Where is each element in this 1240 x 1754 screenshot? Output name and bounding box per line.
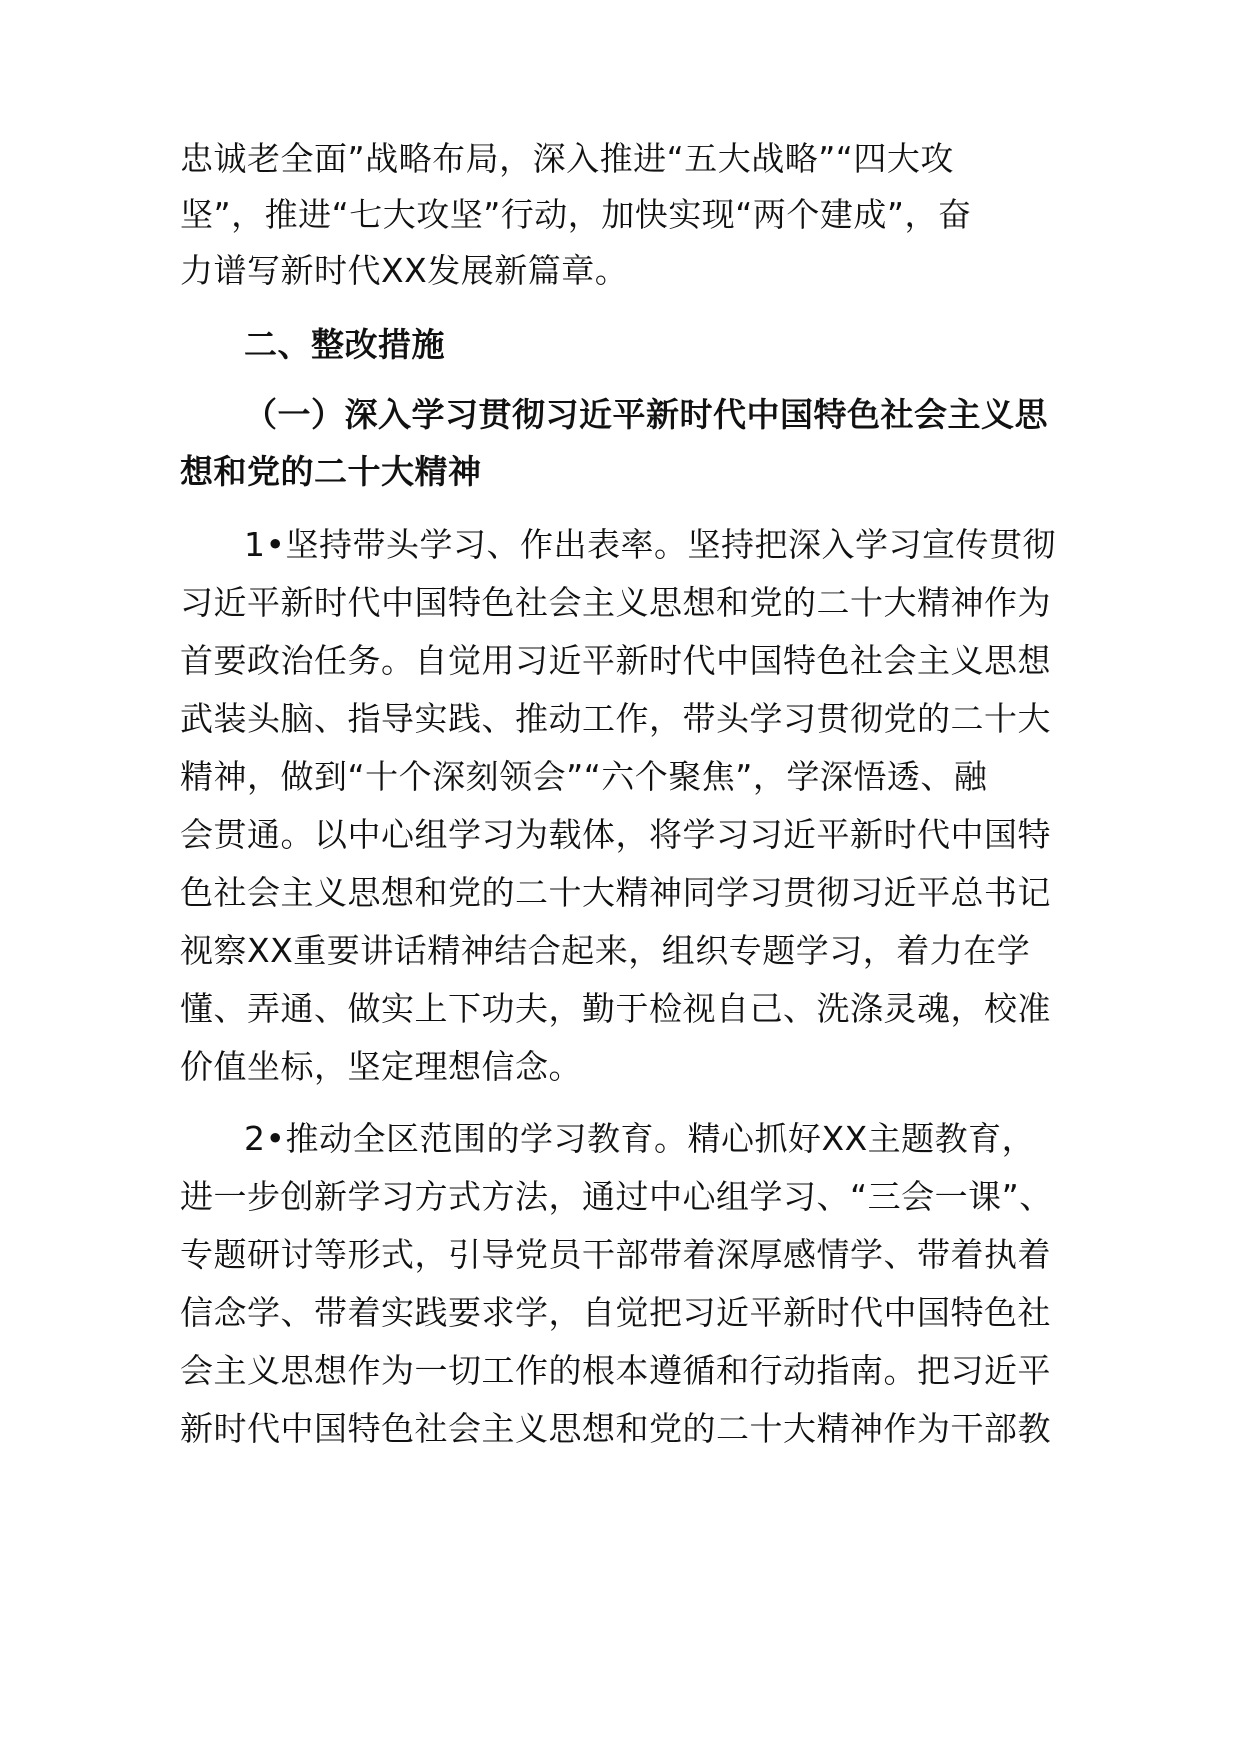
paragraph-line: 1•坚持带头学习、作出表率。坚持把深入学习宣传贯彻 bbox=[244, 525, 1056, 564]
paragraph-line: 2•推动全区范围的学习教育。精心抓好XX主题教育， bbox=[244, 1119, 1036, 1158]
paragraph-line: 精神，做到“十个深刻领会”“六个聚焦”，学深悟透、融 bbox=[180, 757, 988, 796]
section-heading: 二、整改措施 bbox=[244, 325, 445, 364]
paragraph-line: 信念学、带着实践要求学，自觉把习近平新时代中国特色社 bbox=[180, 1293, 1051, 1332]
paragraph-line: 色社会主义思想和党的二十大精神同学习贯彻习近平总书记 bbox=[180, 873, 1051, 912]
paragraph-line: 武装头脑、指导实践、推动工作，带头学习贯彻党的二十大 bbox=[180, 699, 1051, 738]
paragraph-line: 价值坐标，坚定理想信念。 bbox=[180, 1047, 582, 1086]
paragraph-line: 会主义思想作为一切工作的根本遵循和行动指南。把习近平 bbox=[180, 1351, 1051, 1390]
paragraph-line: 新时代中国特色社会主义思想和党的二十大精神作为干部教 bbox=[180, 1409, 1051, 1448]
paragraph-line: 会贯通。以中心组学习为载体，将学习习近平新时代中国特 bbox=[180, 815, 1051, 854]
paragraph-line: 习近平新时代中国特色社会主义思想和党的二十大精神作为 bbox=[180, 583, 1051, 622]
subsection-heading-line: （一）深入学习贯彻习近平新时代中国特色社会主义思 bbox=[244, 395, 1048, 434]
intro-line: 力谱写新时代XX发展新篇章。 bbox=[180, 251, 629, 290]
paragraph-line: 首要政治任务。自觉用习近平新时代中国特色社会主义思想 bbox=[180, 641, 1051, 680]
intro-line: 坚”，推进“七大攻坚”行动，加快实现“两个建成”，奋 bbox=[180, 195, 972, 234]
paragraph-line: 专题研讨等形式，引导党员干部带着深厚感情学、带着执着 bbox=[180, 1235, 1051, 1274]
paragraph-line: 懂、弄通、做实上下功夫，勤于检视自己、洗涤灵魂，校准 bbox=[180, 989, 1051, 1028]
subsection-heading-line: 想和党的二十大精神 bbox=[180, 452, 482, 491]
paragraph-line: 进一步创新学习方式方法，通过中心组学习、“三会一课”、 bbox=[180, 1177, 1053, 1216]
intro-line: 忠诚老全面”战略布局，深入推进“五大战略”“四大攻 bbox=[180, 139, 954, 178]
paragraph-line: 视察XX重要讲话精神结合起来，组织专题学习，着力在学 bbox=[180, 931, 1031, 970]
